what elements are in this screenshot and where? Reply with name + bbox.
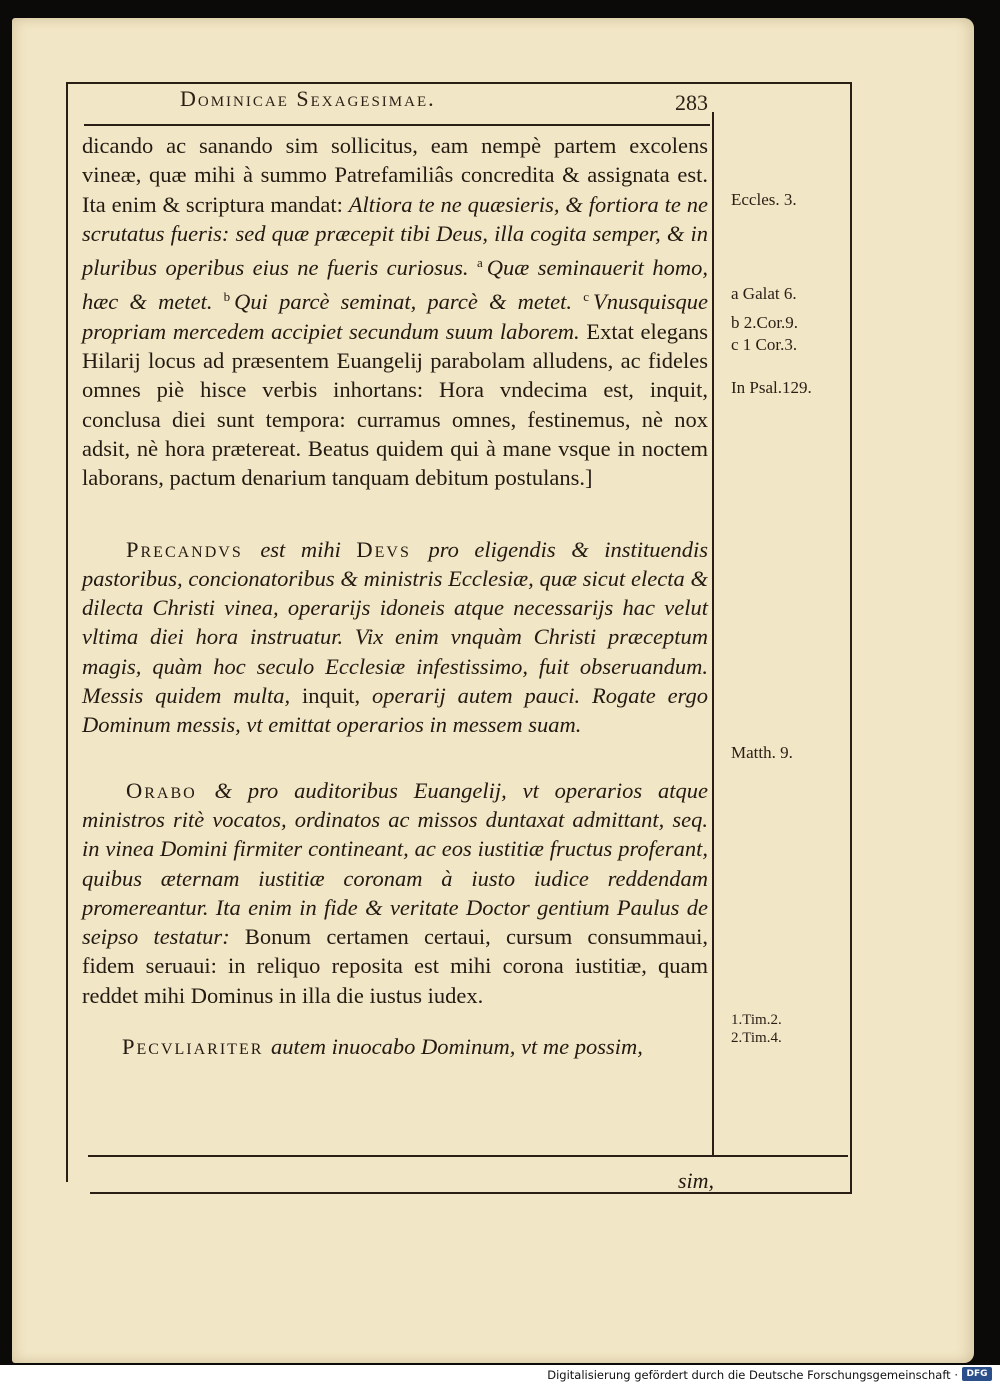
digitization-credit: Digitalisierung gefördert durch die Deutsche Forschungsgemeinschaft · <box>547 1368 958 1382</box>
margin-note-matth: Matth. 9. <box>731 743 793 762</box>
running-title: Dominicae Sexagesimae. <box>180 86 436 111</box>
scripture-quote: Quæ seminauerit homo, hæc & metet. <box>82 255 708 315</box>
text-segment: operarij autem pauci. Rogate ergo Dominum messis, vt emittat operarios in messem suam. <box>82 683 708 738</box>
lead-word: Devs <box>356 536 429 562</box>
margin-note-galat: a Galat 6. <box>731 284 797 303</box>
margin-note-2cor: b 2.Cor.9. <box>731 313 799 332</box>
top-rule <box>66 82 852 84</box>
lead-word: Precandvs <box>126 536 261 562</box>
paragraph-1 <box>82 131 708 493</box>
lower-bottom-rule <box>90 1192 852 1194</box>
paragraph-4 <box>82 1032 708 1061</box>
page-number: 283 <box>675 90 708 115</box>
text-segment: Bonum certamen certaui, cursum consummaui, fidem seruaui: in reliquo reposita est mihi corona iustitiæ, quam reddet mihi Dominus in illa die iustus iudex. <box>82 924 708 1008</box>
margin-note-1cor: c 1 Cor.3. <box>731 335 798 354</box>
margin-note-psal: In Psal.129. <box>731 378 812 397</box>
left-border-rule <box>66 82 68 1182</box>
text-segment: autem inuocabo Dominum, vt me possim, <box>271 1034 643 1060</box>
note-marker-a: a <box>476 255 483 271</box>
lead-word: Pecvliariter <box>122 1034 272 1060</box>
main-text-column <box>82 131 708 1061</box>
right-border-rule <box>850 82 852 1194</box>
margin-note-2tim: 2.Tim.4. <box>731 1030 782 1046</box>
text-segment: & pro auditoribus Euangelij, vt operarios atque ministros ritè vocatos, ordinatos ac missos duntaxat admittant, seq. in vinea Domini firmiter contineant, ac eos iustitiæ fructus proferant, quibus æternam iustitiæ coronam à iusto iudice reddendam promereantur. Ita enim in fide & veritate Doctor gentium Paulus de seipso testatur: <box>82 777 709 950</box>
text-segment: inquit, <box>301 683 372 709</box>
catchword: sim, <box>678 1168 715 1193</box>
paragraph-2 <box>82 535 708 740</box>
inner-column-rule <box>712 112 714 1156</box>
bottom-rule <box>88 1155 848 1157</box>
note-marker-c: c <box>583 289 589 305</box>
dfg-logo-icon: DFG <box>962 1367 992 1381</box>
scripture-quote: Altiora te ne quæsieris, & fortiora te ne scrutatus fueris: sed quæ præcepit tibi Deus, illa cogita semper, & in pluribus operibus eius ne fueris curiosus. <box>82 191 708 281</box>
note-marker-b: b <box>223 289 231 305</box>
paragraph-3 <box>82 776 708 1010</box>
text-segment: Extat elegans Hilarij locus ad præsentem Euangelij parabolam alludens, ac fideles omnes piè hisce verbis inhortans: Hora vndecima est, inquit, conclusa diei sunt tempora: curramus omnes, festinemus, nè nox adsit, nè hora prætereat. Beatus quidem qui à mane vsque in noctem laborans, pactum denarium tanquam debitum postulans.] <box>82 318 708 491</box>
text-segment: pro eligendis & instituendis pastoribus, concionatoribus & ministris Ecclesiæ, quæ sicut electa & dilecta Christi vinea, operarijs idoneis atque necessarijs hac velut vltima diei hora instruatur. Vix enim vnquàm Christi præceptum magis, quàm hoc seculo Ecclesiæ infestissimo, fuit obseruandum. Messis quidem multa, <box>82 536 708 709</box>
margin-note-1tim: 1.Tim.2. <box>731 1012 782 1028</box>
text-segment: est mihi <box>260 536 357 562</box>
margin-note-eccles: Eccles. 3. <box>731 190 797 209</box>
text-segment: dicando ac sanando sim sollicitus, eam nempè partem excolens vineæ, quæ mihi à summo Patrefamiliâs concredita & assignata est. Ita enim & scriptura mandat: <box>82 133 708 217</box>
scripture-quote: Vnusquisque propriam mercedem accipiet secundum suum laborem. <box>82 289 708 344</box>
lead-word: Orabo <box>126 777 215 803</box>
scripture-quote: Qui parcè seminat, parcè & metet. <box>234 289 584 315</box>
header-underline-rule <box>84 124 710 126</box>
